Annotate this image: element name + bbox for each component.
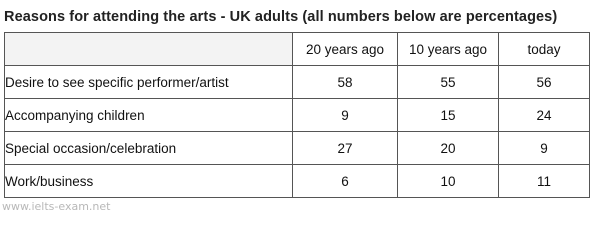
cell-value: 24 [499,99,590,132]
cell-value: 20 [398,132,499,165]
header-cell-today: today [499,33,590,66]
cell-value: 9 [293,99,398,132]
row-label: Special occasion/celebration [5,132,293,165]
cell-value: 56 [499,66,590,99]
cell-value: 10 [398,165,499,198]
row-label: Desire to see specific performer/artist [5,66,293,99]
table-row [5,165,590,198]
cell-value: 27 [293,132,398,165]
table-header-row [5,33,590,66]
header-cell-10-years-ago: 10 years ago [398,33,499,66]
table-row [5,132,590,165]
row-label: Work/business [5,165,293,198]
data-table [4,32,590,198]
table-title: Reasons for attending the arts - UK adults (all numbers below are percentages) [4,9,558,25]
cell-value: 11 [499,165,590,198]
watermark: www.ielts-exam.net [2,200,111,213]
cell-value: 58 [293,66,398,99]
cell-value: 15 [398,99,499,132]
cell-value: 55 [398,66,499,99]
table-row [5,99,590,132]
row-label: Accompanying children [5,99,293,132]
table-row [5,66,590,99]
header-cell-blank [5,33,293,66]
cell-value: 6 [293,165,398,198]
header-cell-20-years-ago: 20 years ago [293,33,398,66]
cell-value: 9 [499,132,590,165]
